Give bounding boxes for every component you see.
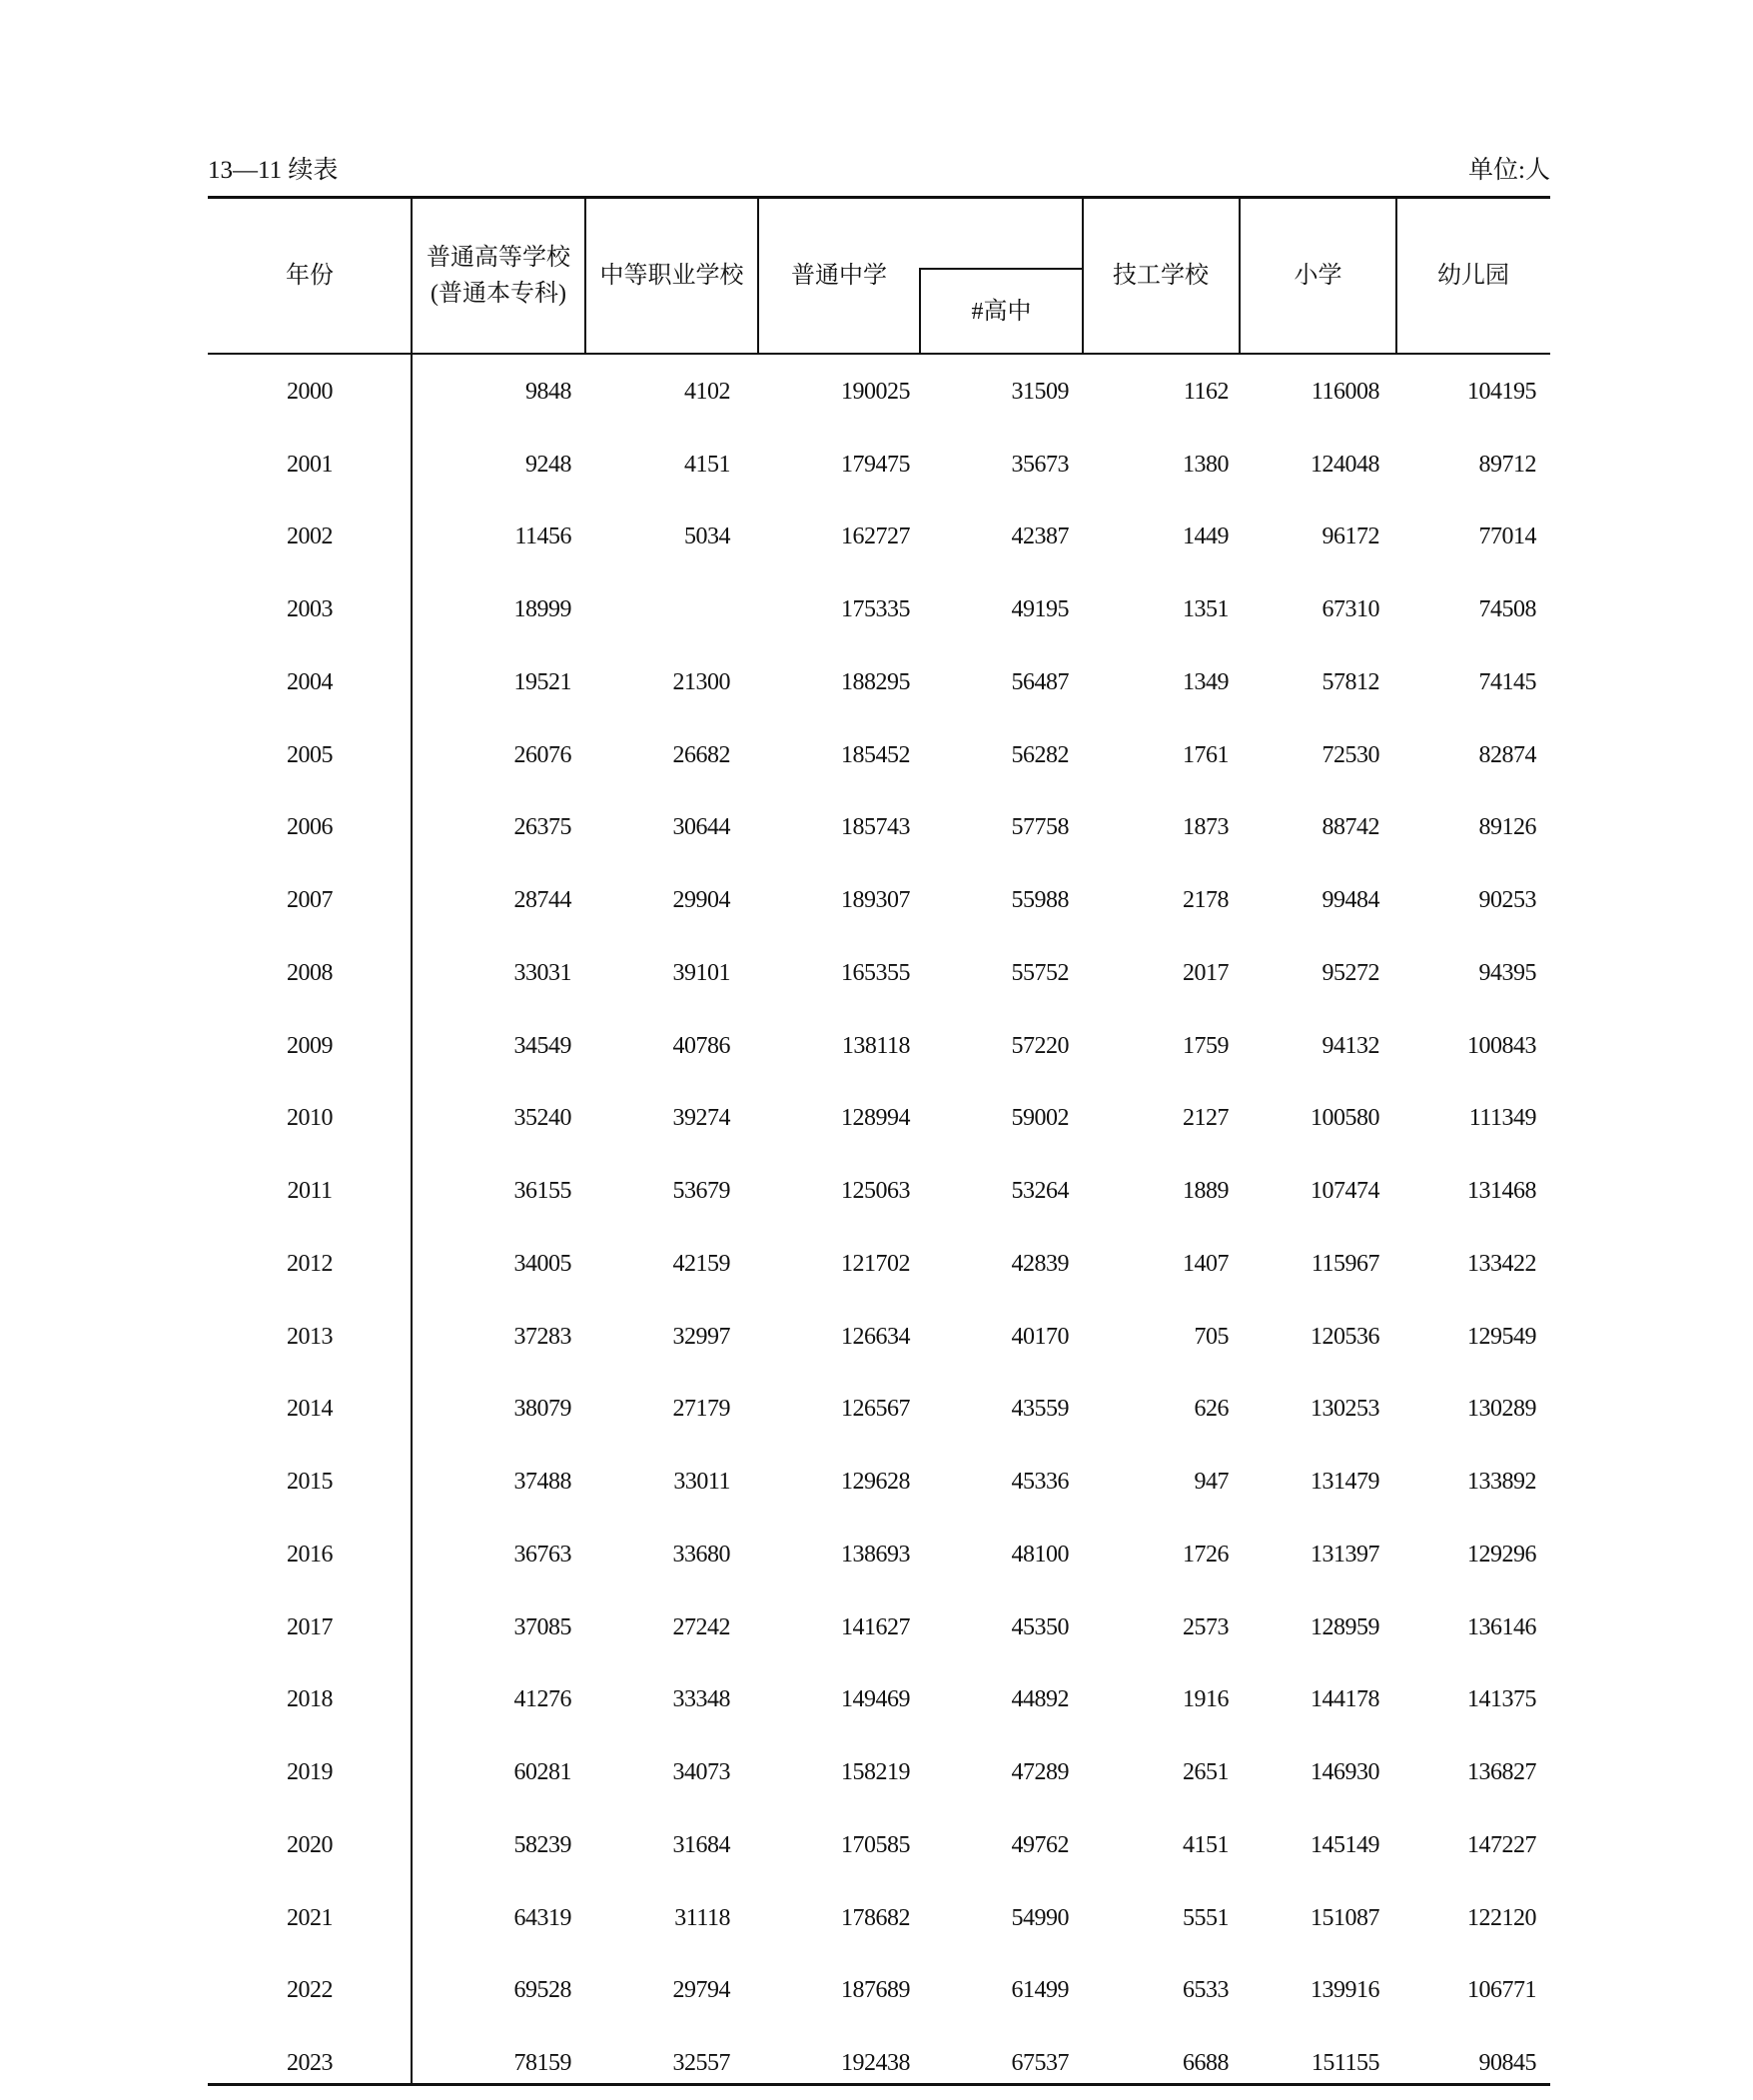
cell-senior-high: 42387 (1011, 524, 1069, 550)
cell-regular-secondary: 138118 (841, 1032, 910, 1059)
cell-primary: 144178 (1311, 1686, 1379, 1713)
table-row (208, 1155, 1550, 1228)
cell-higher-ed: 60281 (513, 1759, 571, 1786)
cell-year: 2021 (287, 1904, 333, 1931)
cell-technical: 6533 (1183, 1977, 1229, 2004)
cell-year: 2017 (287, 1613, 333, 1640)
table-row (208, 502, 1550, 574)
header-kindergarten-label: 幼儿园 (1437, 263, 1509, 289)
cell-higher-ed: 33031 (513, 959, 571, 986)
cell-secondary-vocational (585, 573, 758, 646)
cell-secondary-vocational: 53679 (672, 1178, 730, 1205)
cell-secondary-vocational: 31684 (672, 1831, 730, 1858)
cell-kindergarten: 77014 (1478, 524, 1536, 550)
cell-higher-ed: 58239 (513, 1831, 571, 1858)
cell-senior-high: 57220 (1011, 1032, 1069, 1059)
cell-secondary-vocational: 40786 (672, 1032, 730, 1059)
cell-primary: 131397 (1311, 1541, 1379, 1568)
cell-primary: 57812 (1321, 668, 1379, 695)
cell-primary: 67310 (1321, 596, 1379, 623)
header-senior-high-label: #高中 (971, 298, 1032, 325)
table-row (208, 1955, 1550, 2028)
cell-higher-ed: 78159 (513, 2050, 571, 2077)
cell-primary: 131479 (1311, 1469, 1379, 1496)
table-row (208, 429, 1550, 502)
header-secondary-vocational (585, 199, 758, 353)
cell-primary: 95272 (1321, 959, 1379, 986)
cell-senior-high: 56487 (1011, 668, 1069, 695)
table-row (208, 1882, 1550, 1955)
cell-kindergarten: 133422 (1467, 1250, 1536, 1277)
cell-regular-secondary: 165355 (841, 959, 910, 986)
cell-senior-high: 59002 (1011, 1105, 1069, 1132)
table-row (208, 1228, 1550, 1301)
cell-year: 2007 (287, 887, 333, 914)
cell-year: 2023 (287, 2050, 333, 2077)
cell-higher-ed: 37283 (513, 1323, 571, 1350)
cell-technical: 1889 (1183, 1178, 1229, 1205)
cell-kindergarten: 94395 (1478, 959, 1536, 986)
cell-higher-ed: 19521 (513, 668, 571, 695)
cell-kindergarten: 74145 (1478, 668, 1536, 695)
cell-higher-ed: 41276 (513, 1686, 571, 1713)
cell-kindergarten: 136146 (1467, 1613, 1536, 1640)
cell-higher-ed: 38079 (513, 1396, 571, 1423)
table-row (208, 1446, 1550, 1519)
header-bottom-rule (208, 353, 1550, 355)
cell-regular-secondary: 128994 (841, 1105, 910, 1132)
cell-senior-high: 35673 (1011, 451, 1069, 478)
header-higher-ed-line2: (普通本专科) (431, 281, 566, 307)
cell-senior-high: 55752 (1011, 959, 1069, 986)
cell-technical: 1407 (1183, 1250, 1229, 1277)
cell-kindergarten: 136827 (1467, 1759, 1536, 1786)
cell-regular-secondary: 149469 (841, 1686, 910, 1713)
cell-kindergarten: 106771 (1467, 1977, 1536, 2004)
cell-kindergarten: 100843 (1467, 1032, 1536, 1059)
cell-secondary-vocational: 33680 (672, 1541, 730, 1568)
cell-secondary-vocational: 31118 (674, 1904, 730, 1931)
cell-higher-ed: 26076 (513, 741, 571, 768)
cell-year: 2006 (287, 814, 333, 841)
cell-senior-high: 42839 (1011, 1250, 1069, 1277)
table-row (208, 937, 1550, 1010)
cell-technical: 2178 (1183, 887, 1229, 914)
table-row (208, 646, 1550, 719)
header-senior-high (920, 270, 1083, 353)
cell-technical: 1162 (1183, 378, 1229, 405)
cell-year: 2011 (287, 1178, 333, 1205)
cell-secondary-vocational: 27179 (672, 1396, 730, 1423)
cell-primary: 139916 (1311, 1977, 1379, 2004)
cell-regular-secondary: 192438 (841, 2050, 910, 2077)
cell-kindergarten: 90253 (1478, 887, 1536, 914)
table-row (208, 573, 1550, 646)
cell-kindergarten: 131468 (1467, 1178, 1536, 1205)
cell-primary: 107474 (1311, 1178, 1379, 1205)
cell-year: 2008 (287, 959, 333, 986)
cell-senior-high: 49762 (1011, 1831, 1069, 1858)
cell-year: 2010 (287, 1105, 333, 1132)
cell-technical: 2651 (1183, 1759, 1229, 1786)
cell-higher-ed: 34549 (513, 1032, 571, 1059)
header-technical (1083, 199, 1239, 353)
table-row (208, 1736, 1550, 1809)
header-secondary-vocational-label: 中等职业学校 (599, 263, 744, 289)
cell-technical: 1380 (1183, 451, 1229, 478)
cell-secondary-vocational: 4102 (684, 378, 730, 405)
header-year (208, 199, 412, 353)
cell-kindergarten: 129296 (1467, 1541, 1536, 1568)
cell-senior-high: 43559 (1011, 1396, 1069, 1423)
cell-primary: 72530 (1321, 741, 1379, 768)
cell-senior-high: 48100 (1011, 1541, 1069, 1568)
cell-secondary-vocational: 33348 (672, 1686, 730, 1713)
cell-technical: 5551 (1183, 1904, 1229, 1931)
cell-higher-ed: 9248 (525, 451, 571, 478)
cell-regular-secondary: 185452 (841, 741, 910, 768)
cell-senior-high: 55988 (1011, 887, 1069, 914)
cell-year: 2018 (287, 1686, 333, 1713)
cell-secondary-vocational: 33011 (673, 1469, 730, 1496)
cell-regular-secondary: 187689 (841, 1977, 910, 2004)
cell-secondary-vocational: 29794 (672, 1977, 730, 2004)
cell-regular-secondary: 125063 (841, 1178, 910, 1205)
cell-secondary-vocational: 39274 (672, 1105, 730, 1132)
header-regular-secondary (758, 199, 920, 353)
cell-kindergarten: 141375 (1467, 1686, 1536, 1713)
cell-technical: 2127 (1183, 1105, 1229, 1132)
header-kindergarten (1396, 199, 1550, 353)
header-higher-ed (412, 199, 585, 353)
cell-year: 2000 (287, 378, 333, 405)
cell-regular-secondary: 126567 (841, 1396, 910, 1423)
table-row (208, 1664, 1550, 1737)
cell-senior-high: 56282 (1011, 741, 1069, 768)
cell-higher-ed: 36763 (513, 1541, 571, 1568)
cell-kindergarten: 147227 (1467, 1831, 1536, 1858)
cell-senior-high: 40170 (1011, 1323, 1069, 1350)
cell-primary: 145149 (1311, 1831, 1379, 1858)
cell-year: 2009 (287, 1032, 333, 1059)
cell-senior-high: 49195 (1011, 596, 1069, 623)
cell-primary: 94132 (1321, 1032, 1379, 1059)
cell-senior-high: 31509 (1011, 378, 1069, 405)
cell-regular-secondary: 162727 (841, 524, 910, 550)
cell-kindergarten: 129549 (1467, 1323, 1536, 1350)
table-row (208, 864, 1550, 937)
cell-technical: 1759 (1183, 1032, 1229, 1059)
header-primary-label: 小学 (1294, 263, 1342, 289)
header-year-label: 年份 (286, 263, 334, 289)
cell-technical: 6688 (1183, 2050, 1229, 2077)
cell-primary: 100580 (1311, 1105, 1379, 1132)
cell-kindergarten: 82874 (1478, 741, 1536, 768)
cell-year: 2012 (287, 1250, 333, 1277)
cell-technical: 947 (1194, 1469, 1229, 1496)
cell-year: 2019 (287, 1759, 333, 1786)
cell-technical: 1761 (1183, 741, 1229, 768)
cell-secondary-vocational: 29904 (672, 887, 730, 914)
cell-year: 2014 (287, 1396, 333, 1423)
cell-regular-secondary: 178682 (841, 1904, 910, 1931)
cell-year: 2005 (287, 741, 333, 768)
cell-year: 2004 (287, 668, 333, 695)
cell-kindergarten: 74508 (1478, 596, 1536, 623)
cell-primary: 115967 (1311, 1250, 1379, 1277)
cell-regular-secondary: 175335 (841, 596, 910, 623)
cell-kindergarten: 89712 (1478, 451, 1536, 478)
cell-primary: 124048 (1311, 451, 1379, 478)
cell-senior-high: 45336 (1011, 1469, 1069, 1496)
cell-technical: 1349 (1183, 668, 1229, 695)
cell-primary: 116008 (1311, 378, 1379, 405)
cell-kindergarten: 104195 (1467, 378, 1536, 405)
cell-senior-high: 44892 (1011, 1686, 1069, 1713)
table-row (208, 1301, 1550, 1374)
cell-senior-high: 61499 (1011, 1977, 1069, 2004)
cell-kindergarten: 90845 (1478, 2050, 1536, 2077)
table-title: 13—11 续表 (208, 157, 339, 184)
cell-senior-high: 57758 (1011, 814, 1069, 841)
cell-regular-secondary: 121702 (841, 1250, 910, 1277)
cell-primary: 128959 (1311, 1613, 1379, 1640)
cell-regular-secondary: 170585 (841, 1831, 910, 1858)
cell-regular-secondary: 138693 (841, 1541, 910, 1568)
cell-regular-secondary: 126634 (841, 1323, 910, 1350)
cell-technical: 1916 (1183, 1686, 1229, 1713)
cell-higher-ed: 9848 (525, 378, 571, 405)
cell-regular-secondary: 129628 (841, 1469, 910, 1496)
table-row (208, 719, 1550, 792)
cell-secondary-vocational: 42159 (672, 1250, 730, 1277)
cell-secondary-vocational: 34073 (672, 1759, 730, 1786)
table-row (208, 1809, 1550, 1882)
cell-technical: 4151 (1183, 1831, 1229, 1858)
table-row (208, 356, 1550, 429)
header-technical-label: 技工学校 (1113, 263, 1209, 289)
cell-primary: 120536 (1311, 1323, 1379, 1350)
cell-secondary-vocational: 27242 (672, 1613, 730, 1640)
cell-secondary-vocational: 32997 (672, 1323, 730, 1350)
cell-regular-secondary: 189307 (841, 887, 910, 914)
cell-kindergarten: 133892 (1467, 1469, 1536, 1496)
header-regular-secondary-label: 普通中学 (791, 263, 887, 289)
cell-kindergarten: 89126 (1478, 814, 1536, 841)
table-row (208, 2027, 1550, 2100)
cell-year: 2003 (287, 596, 333, 623)
cell-year: 2013 (287, 1323, 333, 1350)
cell-senior-high: 54990 (1011, 1904, 1069, 1931)
cell-technical: 2573 (1183, 1613, 1229, 1640)
cell-technical: 1873 (1183, 814, 1229, 841)
table-row (208, 1519, 1550, 1591)
cell-year: 2016 (287, 1541, 333, 1568)
cell-primary: 130253 (1311, 1396, 1379, 1423)
cell-senior-high: 67537 (1011, 2050, 1069, 2077)
table-row (208, 1591, 1550, 1664)
cell-year: 2020 (287, 1831, 333, 1858)
cell-technical: 2017 (1183, 959, 1229, 986)
cell-year: 2022 (287, 1977, 333, 2004)
cell-higher-ed: 34005 (513, 1250, 571, 1277)
header-primary (1240, 199, 1396, 353)
cell-secondary-vocational: 30644 (672, 814, 730, 841)
cell-higher-ed: 11456 (514, 524, 571, 550)
cell-technical: 1449 (1183, 524, 1229, 550)
cell-higher-ed: 37085 (513, 1613, 571, 1640)
header-higher-ed-line1: 普通高等学校 (427, 245, 570, 271)
cell-secondary-vocational: 26682 (672, 741, 730, 768)
cell-year: 2015 (287, 1469, 333, 1496)
cell-higher-ed: 37488 (513, 1469, 571, 1496)
cell-senior-high: 45350 (1011, 1613, 1069, 1640)
cell-secondary-vocational: 4151 (684, 451, 730, 478)
cell-primary: 88742 (1321, 814, 1379, 841)
cell-year: 2002 (287, 524, 333, 550)
table-row (208, 792, 1550, 865)
cell-regular-secondary: 141627 (841, 1613, 910, 1640)
cell-kindergarten: 122120 (1467, 1904, 1536, 1931)
cell-year: 2001 (287, 451, 333, 478)
cell-regular-secondary: 188295 (841, 668, 910, 695)
cell-technical: 1726 (1183, 1541, 1229, 1568)
cell-higher-ed: 69528 (513, 1977, 571, 2004)
cell-secondary-vocational: 39101 (672, 959, 730, 986)
cell-higher-ed: 18999 (513, 596, 571, 623)
cell-higher-ed: 36155 (513, 1178, 571, 1205)
table-row (208, 1374, 1550, 1447)
unit-label: 单位:人 (1468, 157, 1550, 184)
cell-regular-secondary: 179475 (841, 451, 910, 478)
cell-senior-high: 47289 (1011, 1759, 1069, 1786)
cell-primary: 99484 (1321, 887, 1379, 914)
table-row (208, 1010, 1550, 1083)
cell-technical: 705 (1194, 1323, 1229, 1350)
cell-technical: 626 (1194, 1396, 1229, 1423)
cell-kindergarten: 111349 (1468, 1105, 1536, 1132)
cell-higher-ed: 64319 (513, 1904, 571, 1931)
cell-technical: 1351 (1183, 596, 1229, 623)
cell-regular-secondary: 158219 (841, 1759, 910, 1786)
cell-primary: 96172 (1321, 524, 1379, 550)
cell-higher-ed: 26375 (513, 814, 571, 841)
cell-higher-ed: 35240 (513, 1105, 571, 1132)
cell-secondary-vocational: 5034 (684, 524, 730, 550)
cell-senior-high: 53264 (1011, 1178, 1069, 1205)
cell-secondary-vocational: 32557 (672, 2050, 730, 2077)
cell-secondary-vocational: 21300 (672, 668, 730, 695)
table-row (208, 1083, 1550, 1156)
cell-primary: 151155 (1311, 2050, 1379, 2077)
cell-kindergarten: 130289 (1467, 1396, 1536, 1423)
cell-primary: 151087 (1311, 1904, 1379, 1931)
cell-higher-ed: 28744 (513, 887, 571, 914)
cell-regular-secondary: 185743 (841, 814, 910, 841)
cell-regular-secondary: 190025 (841, 378, 910, 405)
cell-primary: 146930 (1311, 1759, 1379, 1786)
